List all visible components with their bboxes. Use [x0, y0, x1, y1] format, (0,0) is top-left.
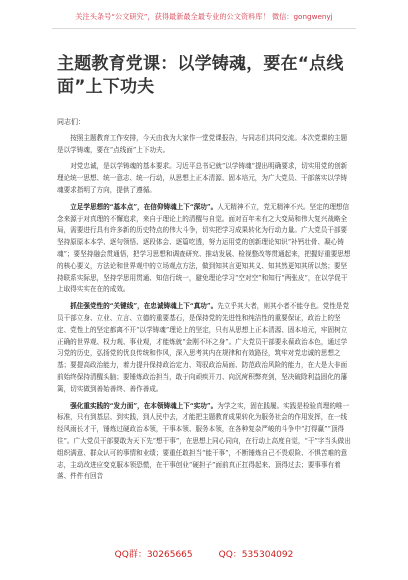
- section-heading-practice-face: 强化重实践的“发力面”，在本领铸魂上下“实功”。: [70, 401, 218, 410]
- footer-contact: [52, 548, 356, 562]
- top-promo-banner: 关注头条号“公文研究”，获得最新最全最专业的公文资料库！ 微信：gongwenyj: [52, 6, 356, 29]
- paragraph-loyalty: [57, 161, 353, 196]
- footer-qq-group: QQ群：30265665: [114, 550, 193, 560]
- article: [57, 53, 353, 539]
- paragraph-basic-point: [57, 202, 353, 296]
- greeting: 同志们：: [57, 118, 85, 126]
- paragraph-body: 对党忠诚，是以学铸魂的基本要求。习近平总书记就“以学铸魂”提出明确要求，切实用党的创新理论统一思想、统一意志、统一行动，从思想上正本清源、固本培元，为广大党员、干部落实以学铸魂要求指明了方向，提供了遵循。: [57, 162, 348, 194]
- section-heading-basic-point: 立足学思想的“基本点”，在信仰铸魂上下“深功”。: [70, 202, 218, 211]
- paragraph-practice-face: [57, 401, 353, 484]
- paragraph-intro: [57, 133, 353, 157]
- paragraph-body: 按照主题教育工作安排，今天由我为大家作一堂党课报告，与同志们共同交流。本次党课的主题是以学铸魂，要在“点线面”上下功夫。: [57, 133, 348, 154]
- paragraph-body: 为学之实，固在践履。实践是检验真理的唯一标准，只有到基层、到实践，到人民中去，才能把主题教育成果转化为服务社会的作用发挥，在一线经风雨长才干，锤炼过硬政治本领，干事本领、服务本领，在各种复杂严峻的斗争中“打得赢”“顶得住”。广大党员干部要敢为天下先“想干事”，在思想上同心同向，在行动上高度自觉，“干”字当头做出组织满意、群众认可的事情和业绩；要重任敢担当“能干事”，不断锤炼自己不畏艰险、不惧苦难的意志，主动改进应变克服本领恐慌，在干事创业“硬担子”面前真正扛得起来、顶得过去；要事事有着落、件件有回音: [57, 401, 351, 481]
- paragraph-key-line: [57, 301, 353, 395]
- section-heading-key-line: 抓住强党性的“关键线”，在忠诚铸魂上下“真功”。: [70, 302, 218, 311]
- footer-qq: QQ：535304092: [218, 550, 294, 560]
- paragraph-body: 先立乎其大者，则其小者不能夺也。党性是党员干部立身、立业、立言、立德的重要基石，是保持党的先进性和纯洁性的重要保证，政治上的坚定、党性上的坚定都离不开“以学铸魂”理论上的坚定，只有从思想上正本清源、固本培元，牢固树立正确的世界观、权力观、事业观，才能炼就“金刚不坏之身”。广大党员干部要永葆政治本色，通过学习党的历史，弘扬党的优良传统和作风，深入思考其内在规律和有效路径，筑牢对党忠诚的思想之基；要提高政治能力，着力提升保持政治定力、驾驭政治局面、防范政治风险的能力，在大是大非面前始终保持清醒头脑；要锤炼政治担当，敢于向顽疾开刀、向沉疴积弊亮剑，坚决破除利益固化的藩篱，切实做到善始善终、善作善成。: [57, 302, 350, 393]
- paragraph-body: 人无精神不立，党无精神不兴。坚定的理想信念来源于对真理的不懈追求，来自于理论上的清醒与自觉。面对百年未有之大变局和伟大复兴战略全局，需要进行具有许多新的历史特点的伟大斗争，切实把学习成果转化为行动力量。广大党员干部要坚持原原本本学、逐句领悟、逐段体会、逐篇吃透，努力运用党的创新理论知识“补钙壮骨、凝心铸魂”；要坚持融会贯通悟，把学习思想和调查研究、推动发展、检视整改等贯通起来，把握好重要思想的核心要义，方法论和世界观中的立场观点方法，做到知其言更知其义、知其然更知其所以然；要坚持联系实际思，坚持学思用贯通、知信行统一，避免理论学习“空对空”和知行“两张皮”，在以学促干上取得实实在在的成效。: [57, 202, 351, 294]
- page-title: 主题教育党课：以学铸魂，要在“点线面”上下功夫: [57, 54, 344, 97]
